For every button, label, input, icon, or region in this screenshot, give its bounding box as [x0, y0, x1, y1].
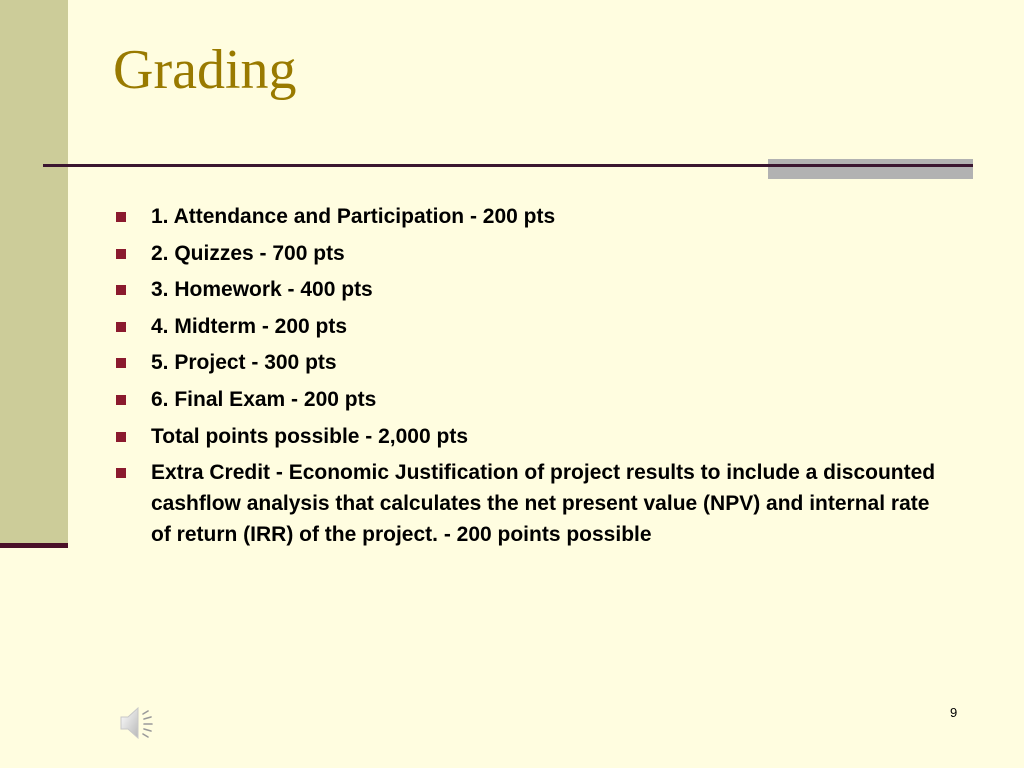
left-sidebar-rule: [0, 543, 68, 548]
bullet-item-final-exam: [114, 384, 944, 415]
bullet-item-homework: [114, 274, 944, 305]
left-sidebar-bar: [0, 0, 68, 545]
page-number: 9: [950, 705, 958, 720]
square-bullet-icon: [116, 468, 126, 478]
slide-title: Grading: [113, 39, 297, 101]
square-bullet-icon: [116, 395, 126, 405]
bullet-item-quizzes: [114, 238, 944, 269]
square-bullet-icon: [116, 249, 126, 259]
bullet-item-project: [114, 347, 944, 378]
bullet-text: Total points possible - 2,000 pts: [151, 424, 468, 448]
bullet-text: 4. Midterm - 200 pts: [151, 314, 348, 338]
bullet-text: 6. Final Exam - 200 pts: [151, 387, 377, 411]
bullet-text: 2. Quizzes - 700 pts: [151, 241, 345, 265]
title-divider-accent: [768, 159, 973, 179]
square-bullet-icon: [116, 432, 126, 442]
square-bullet-icon: [116, 358, 126, 368]
bullet-item-midterm: [114, 311, 944, 342]
square-bullet-icon: [116, 212, 126, 222]
square-bullet-icon: [116, 322, 126, 332]
title-divider-accent-stripe: [768, 164, 973, 167]
bullet-item-attendance: [114, 201, 944, 232]
bullet-text: 3. Homework - 400 pts: [151, 278, 373, 302]
bullet-item-total: [114, 421, 944, 452]
square-bullet-icon: [116, 285, 126, 295]
speaker-icon[interactable]: [118, 703, 158, 743]
bullet-item-extra-credit: [114, 457, 944, 550]
bullet-text: Extra Credit - Economic Justification of project results to include a discounted cashflow analysis that calculates the net present value (NPV) and internal rate of return (IRR) of the project. - 200 points possible: [151, 461, 936, 547]
bullet-text: 1. Attendance and Participation - 200 pts: [151, 205, 556, 228]
bullet-text: 5. Project - 300 pts: [151, 351, 337, 375]
bullet-list: [114, 201, 944, 556]
